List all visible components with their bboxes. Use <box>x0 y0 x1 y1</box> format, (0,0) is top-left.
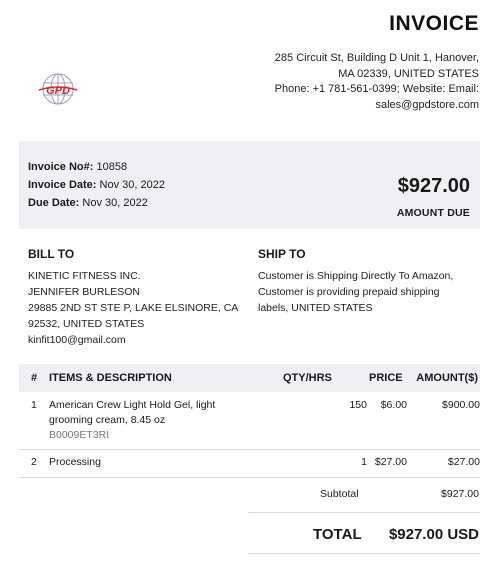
row-description-line: American Crew Light Hold Gel, light <box>49 399 216 411</box>
col-amount-header: AMOUNT($) <box>416 372 478 384</box>
row-description <box>49 398 215 443</box>
totals-divider <box>248 512 480 513</box>
row-price: $6.00 <box>380 399 407 411</box>
company-address <box>219 51 479 113</box>
row-num: 1 <box>31 399 37 411</box>
row-num: 2 <box>31 456 37 468</box>
row-sku: B0009ET3RI <box>49 429 110 441</box>
address-line: Phone: +1 781-561-0399; Website: Email: <box>274 83 479 95</box>
bill-to-line: KINETIC FITNESS INC. <box>28 270 141 282</box>
address-line: sales@gpdstore.com <box>375 98 479 111</box>
totals-divider <box>248 553 480 554</box>
table-row <box>19 398 480 444</box>
due-date-row <box>28 194 165 212</box>
due-date: Nov 30, 2022 <box>82 197 148 209</box>
row-amount: $27.00 <box>447 456 480 468</box>
globe-logo-icon <box>36 67 80 111</box>
amount-due-label: AMOUNT DUE <box>396 207 470 219</box>
bill-to-section <box>28 247 248 348</box>
address-line: MA 02339, UNITED STATES <box>338 67 479 80</box>
items-table-header <box>19 364 480 392</box>
amount-due: $927.00 <box>397 175 470 197</box>
bill-to-details <box>28 268 248 348</box>
col-qty-header: QTY/HRS <box>283 372 332 384</box>
due-date-label: Due Date: <box>28 197 80 209</box>
address-line: 285 Circuit St, Building D Unit 1, Hanover, <box>274 52 479 64</box>
invoice-meta <box>28 158 165 212</box>
total-value: $927.00 USD <box>388 526 479 543</box>
invoice-title: INVOICE <box>389 12 479 35</box>
company-logo <box>36 67 80 111</box>
col-num-header: # <box>31 372 38 384</box>
row-qty: 150 <box>349 399 367 411</box>
row-description-line: grooming cream, 8.45 oz <box>49 414 166 426</box>
ship-to-line: Customer is Shipping Directly To Amazon, <box>258 270 454 282</box>
subtotal-value: $927.00 <box>441 488 479 500</box>
row-amount: $900.00 <box>442 399 480 411</box>
bill-to-heading: BILL TO <box>28 247 75 261</box>
invoice-number-row <box>28 158 165 176</box>
col-description-header: ITEMS & DESCRIPTION <box>49 372 172 384</box>
invoice-number: 10858 <box>96 161 128 173</box>
row-divider <box>19 477 480 478</box>
total-label: TOTAL <box>313 526 362 543</box>
invoice-date-label: Invoice Date: <box>28 179 97 191</box>
ship-to-line: Customer is providing prepaid shipping <box>258 286 440 298</box>
bill-to-line: 92532, UNITED STATES <box>28 318 145 330</box>
ship-to-line: labels, UNITED STATES <box>258 302 373 314</box>
row-qty: 1 <box>361 456 367 468</box>
ship-to-details <box>258 268 473 316</box>
logo-text: GPD <box>46 85 70 97</box>
bill-to-line: JENNIFER BURLESON <box>28 286 141 298</box>
invoice-number-label: Invoice No#: <box>28 161 94 173</box>
row-description: Processing <box>49 456 101 468</box>
invoice-summary <box>19 141 480 229</box>
ship-to-section <box>258 247 473 316</box>
bill-to-email: kinfit100@gmail.com <box>28 334 126 346</box>
bill-to-line: 29885 2ND ST STE P, LAKE ELSINORE, CA <box>28 302 239 314</box>
table-row <box>19 455 480 471</box>
col-price-header: PRICE <box>369 372 403 384</box>
row-divider <box>19 449 480 450</box>
invoice-date-row <box>28 176 165 194</box>
invoice-date: Nov 30, 2022 <box>99 179 165 191</box>
subtotal-label: Subtotal <box>320 488 359 500</box>
ship-to-heading: SHIP TO <box>258 247 306 261</box>
row-price: $27.00 <box>374 456 407 468</box>
